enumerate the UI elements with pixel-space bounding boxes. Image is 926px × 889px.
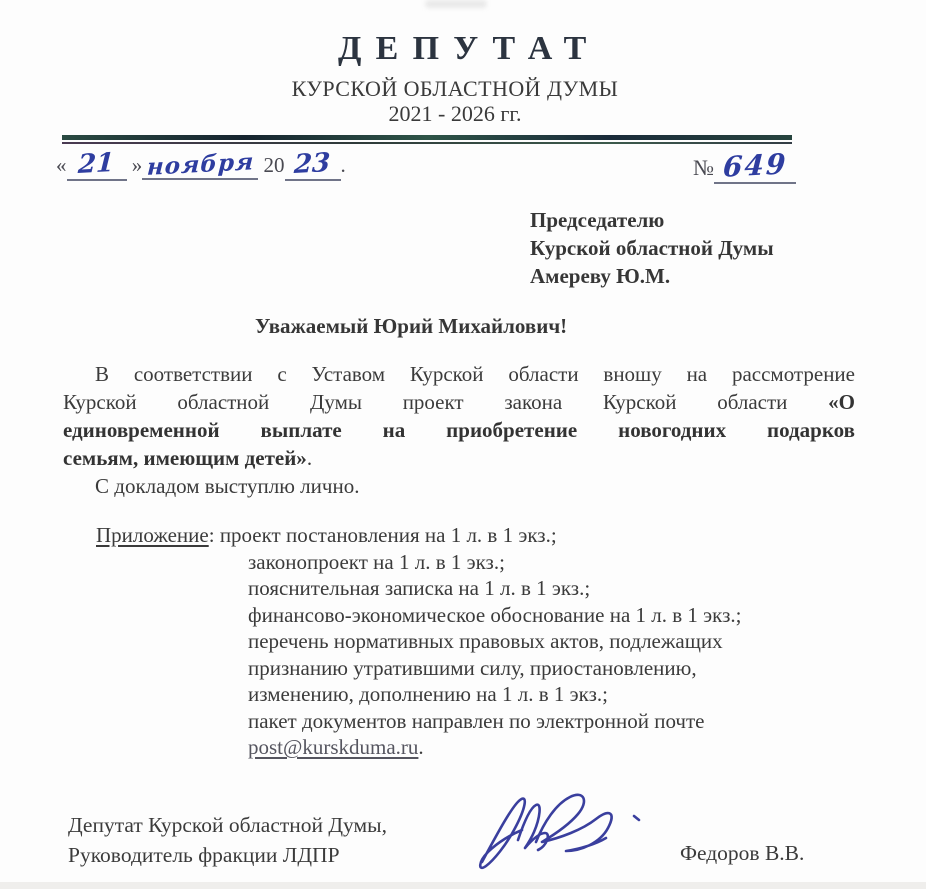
- email-address: post@kurskduma.ru: [248, 735, 419, 759]
- number-sign: №: [693, 155, 714, 180]
- email-period: .: [418, 735, 424, 759]
- attachment-email-line: [248, 734, 816, 761]
- attachment-item-5-line-1: перечень нормативных правовых актов, подлежащих: [248, 629, 723, 653]
- scan-smudge: [425, 0, 487, 8]
- body-line-3-bold: единовременной выплате на приобретение новогодних подарков: [63, 418, 855, 442]
- handwritten-year: 23: [293, 147, 332, 181]
- body-line-2: [63, 388, 855, 416]
- attachment-item-6: пакет документов направлен по электронной почте: [248, 708, 705, 733]
- attachment-item-5-line-2: признанию утратившими силу, приостановлению,: [248, 655, 697, 680]
- divider-thick-line: [62, 135, 792, 140]
- date-year-blank: [285, 149, 341, 181]
- body-line-4-period: .: [306, 446, 313, 470]
- signer-position-block: [68, 810, 387, 870]
- body-line-4-bold: семьям, имеющим детей»: [63, 446, 307, 470]
- letterhead-title: ДЕПУТАТ: [337, 30, 601, 67]
- salutation: Уважаемый Юрий Михайлович!: [255, 314, 568, 338]
- handwritten-day: 21: [77, 147, 116, 181]
- attachments-first-line: [96, 522, 816, 549]
- attachment-item-2: законопроект на 1 л. в 1 экз.;: [248, 549, 505, 574]
- body-line-2-regular: Курской областной Думы проект закона Курской области: [63, 390, 788, 414]
- addressee-line-3: Амереву Ю.М.: [530, 264, 671, 288]
- date-close-quote: »: [131, 153, 143, 177]
- body-line-1: В соответствии с Уставом Курской области вношу на рассмотрение: [95, 362, 855, 386]
- signer-name: Федоров В.В.: [680, 841, 805, 865]
- attachment-item-5-line-3: изменению, дополнению на 1 л. в 1 экз.;: [248, 682, 608, 706]
- attachment-item-1: проект постановления на 1 л. в 1 экз.;: [219, 523, 557, 547]
- date-century: 20: [263, 153, 285, 177]
- attachments-colon: :: [208, 523, 215, 547]
- signer-position-line-2: Руководитель фракции ЛДПР: [68, 843, 340, 867]
- addressee-block: [530, 206, 774, 290]
- document-number-line: [693, 149, 796, 184]
- divider-thin-line: [62, 142, 792, 144]
- letterhead-term: 2021 - 2026 гг.: [388, 101, 522, 126]
- handwritten-signature: [468, 784, 654, 880]
- body-line-5: С докладом выступлю лично.: [95, 474, 360, 498]
- attachment-item-4: финансово-экономическое обоснование на 1 л. в 1 экз.;: [248, 602, 742, 627]
- attachments-label: Приложение: [96, 523, 209, 547]
- date-month-blank: [142, 148, 258, 181]
- letterhead-divider: [62, 135, 792, 144]
- addressee-line-2: Курской областной Думы: [530, 236, 774, 260]
- number-blank: [714, 149, 796, 184]
- body-line-4: [63, 444, 855, 472]
- date-open-quote: «: [56, 153, 67, 177]
- handwritten-month: ноября: [145, 148, 255, 181]
- signer-position-line-1: Депутат Курской областной Думы,: [68, 813, 387, 837]
- attachment-item-3: пояснительная записка на 1 л. в 1 экз.;: [248, 576, 591, 600]
- handwritten-number: 649: [721, 147, 789, 184]
- letter-body: [63, 360, 855, 500]
- letterhead-subtitle: КУРСКОЙ ОБЛАСТНОЙ ДУМЫ: [291, 76, 619, 101]
- scan-edge-strip: [0, 882, 926, 889]
- body-line-2-bold: «О: [828, 390, 856, 414]
- date-day-blank: [67, 149, 127, 181]
- attachments-block: [96, 522, 816, 761]
- body-line-3: [63, 416, 855, 444]
- date-period: .: [340, 153, 346, 177]
- addressee-line-1: Председателю: [530, 208, 665, 232]
- date-line: [56, 149, 346, 181]
